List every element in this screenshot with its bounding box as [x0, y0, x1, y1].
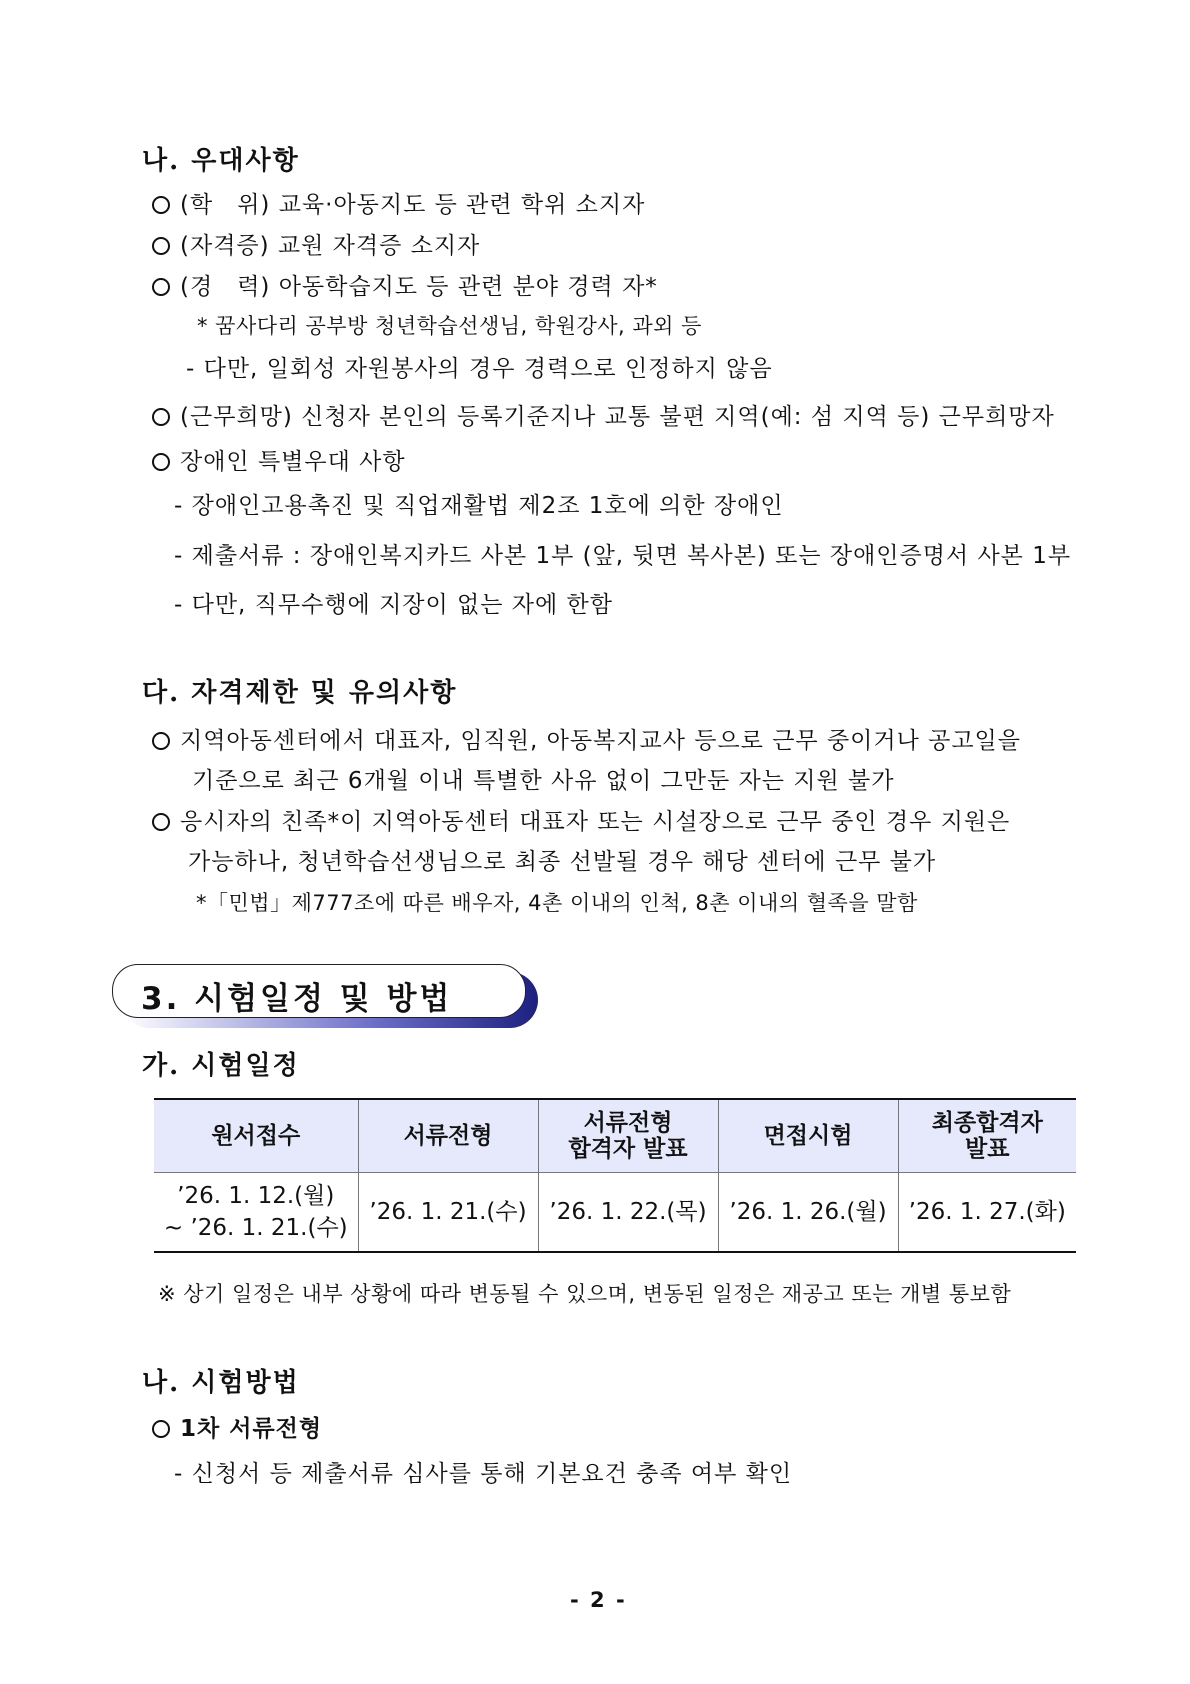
- pref-item-disabled: 장애인 특별우대 사항: [152, 443, 406, 476]
- circle-bullet-icon: [152, 1420, 170, 1438]
- restriction-item-1: 지역아동센터에서 대표자, 임직원, 아동복지교사 등으로 근무 중이거나 공고일을: [152, 722, 1021, 755]
- header-application: 원서접수: [154, 1099, 358, 1173]
- section-header-box: [112, 964, 526, 1018]
- disabled-sub-1: - 장애인고용촉진 및 직업재활법 제2조 1호에 의한 장애인: [174, 493, 784, 519]
- restriction-item-1-cont: 기준으로 최근 6개월 이내 특별한 사유 없이 그만둔 자는 지원 불가: [192, 768, 895, 794]
- method-sub: - 신청서 등 제출서류 심사를 통해 기본요건 충족 여부 확인: [174, 1461, 793, 1487]
- schedule-note: ※ 상기 일정은 내부 상황에 따라 변동될 수 있으며, 변동된 일정은 재공고 또는 개별 통보함: [158, 1282, 1012, 1306]
- circle-bullet-icon: [152, 278, 170, 296]
- circle-bullet-icon: [152, 237, 170, 255]
- section-3-title: 3. 시험일정 및 방법: [141, 981, 453, 1017]
- table-cell: ’26. 1. 27.(화): [898, 1173, 1076, 1253]
- table-cell: ’26. 1. 12.(월) ~ ’26. 1. 21.(수): [154, 1173, 358, 1253]
- pref-item-license: (자격증) 교원 자격증 소지자: [152, 227, 480, 260]
- restriction-item-2: 응시자의 친족*이 지역아동센터 대표자 또는 시설장으로 근무 중인 경우 지원은: [152, 803, 1010, 836]
- schedule-table: [154, 1098, 1076, 1253]
- restriction-item-2-cont: 가능하나, 청년학습선생님으로 최종 선발될 경우 해당 센터에 근무 불가: [188, 849, 937, 875]
- circle-bullet-icon: [152, 732, 170, 750]
- restriction-note: *「민법」제777조에 따른 배우자, 4촌 이내의 인척, 8촌 이내의 혈족을 말함: [196, 891, 918, 915]
- circle-bullet-icon: [152, 453, 170, 471]
- header-interview: 면접시험: [718, 1099, 898, 1173]
- table-cell: ’26. 1. 21.(수): [358, 1173, 538, 1253]
- header-document-screening: 서류전형: [358, 1099, 538, 1173]
- pref-item-wish: (근무희망) 신청자 본인의 등록기준지나 교통 불편 지역(예: 섬 지역 등) 근무희망자: [152, 398, 1055, 431]
- circle-bullet-icon: [152, 408, 170, 426]
- method-item-first: 1차 서류전형: [152, 1410, 322, 1443]
- disabled-sub-2: - 제출서류 : 장애인복지카드 사본 1부 (앞, 뒷면 복사본) 또는 장애인증명서 사본 1부: [174, 543, 1072, 569]
- heading-preferences: 나. 우대사항: [142, 146, 300, 176]
- section-3-header: [112, 964, 540, 1030]
- header-final-pass: 최종합격자 발표: [898, 1099, 1076, 1173]
- heading-schedule: 가. 시험일정: [142, 1051, 300, 1081]
- page-number: - 2 -: [570, 1588, 627, 1612]
- career-note-star: * 꿈사다리 공부방 청년학습선생님, 학원강사, 과외 등: [197, 314, 702, 338]
- schedule-header-row: [154, 1099, 1076, 1173]
- heading-method: 나. 시험방법: [142, 1368, 300, 1398]
- pref-item-degree: (학 위) 교육·아동지도 등 관련 학위 소지자: [152, 186, 645, 219]
- table-cell: ’26. 1. 22.(목): [538, 1173, 718, 1253]
- pref-item-career: (경 력) 아동학습지도 등 관련 분야 경력 자*: [152, 268, 658, 301]
- disabled-sub-3: - 다만, 직무수행에 지장이 없는 자에 한함: [174, 592, 613, 618]
- circle-bullet-icon: [152, 196, 170, 214]
- heading-restrictions: 다. 자격제한 및 유의사항: [142, 678, 458, 708]
- schedule-date-row: [154, 1173, 1076, 1253]
- table-cell: ’26. 1. 26.(월): [718, 1173, 898, 1253]
- circle-bullet-icon: [152, 813, 170, 831]
- career-note-dash: - 다만, 일회성 자원봉사의 경우 경력으로 인정하지 않음: [186, 356, 773, 382]
- header-document-pass: 서류전형 합격자 발표: [538, 1099, 718, 1173]
